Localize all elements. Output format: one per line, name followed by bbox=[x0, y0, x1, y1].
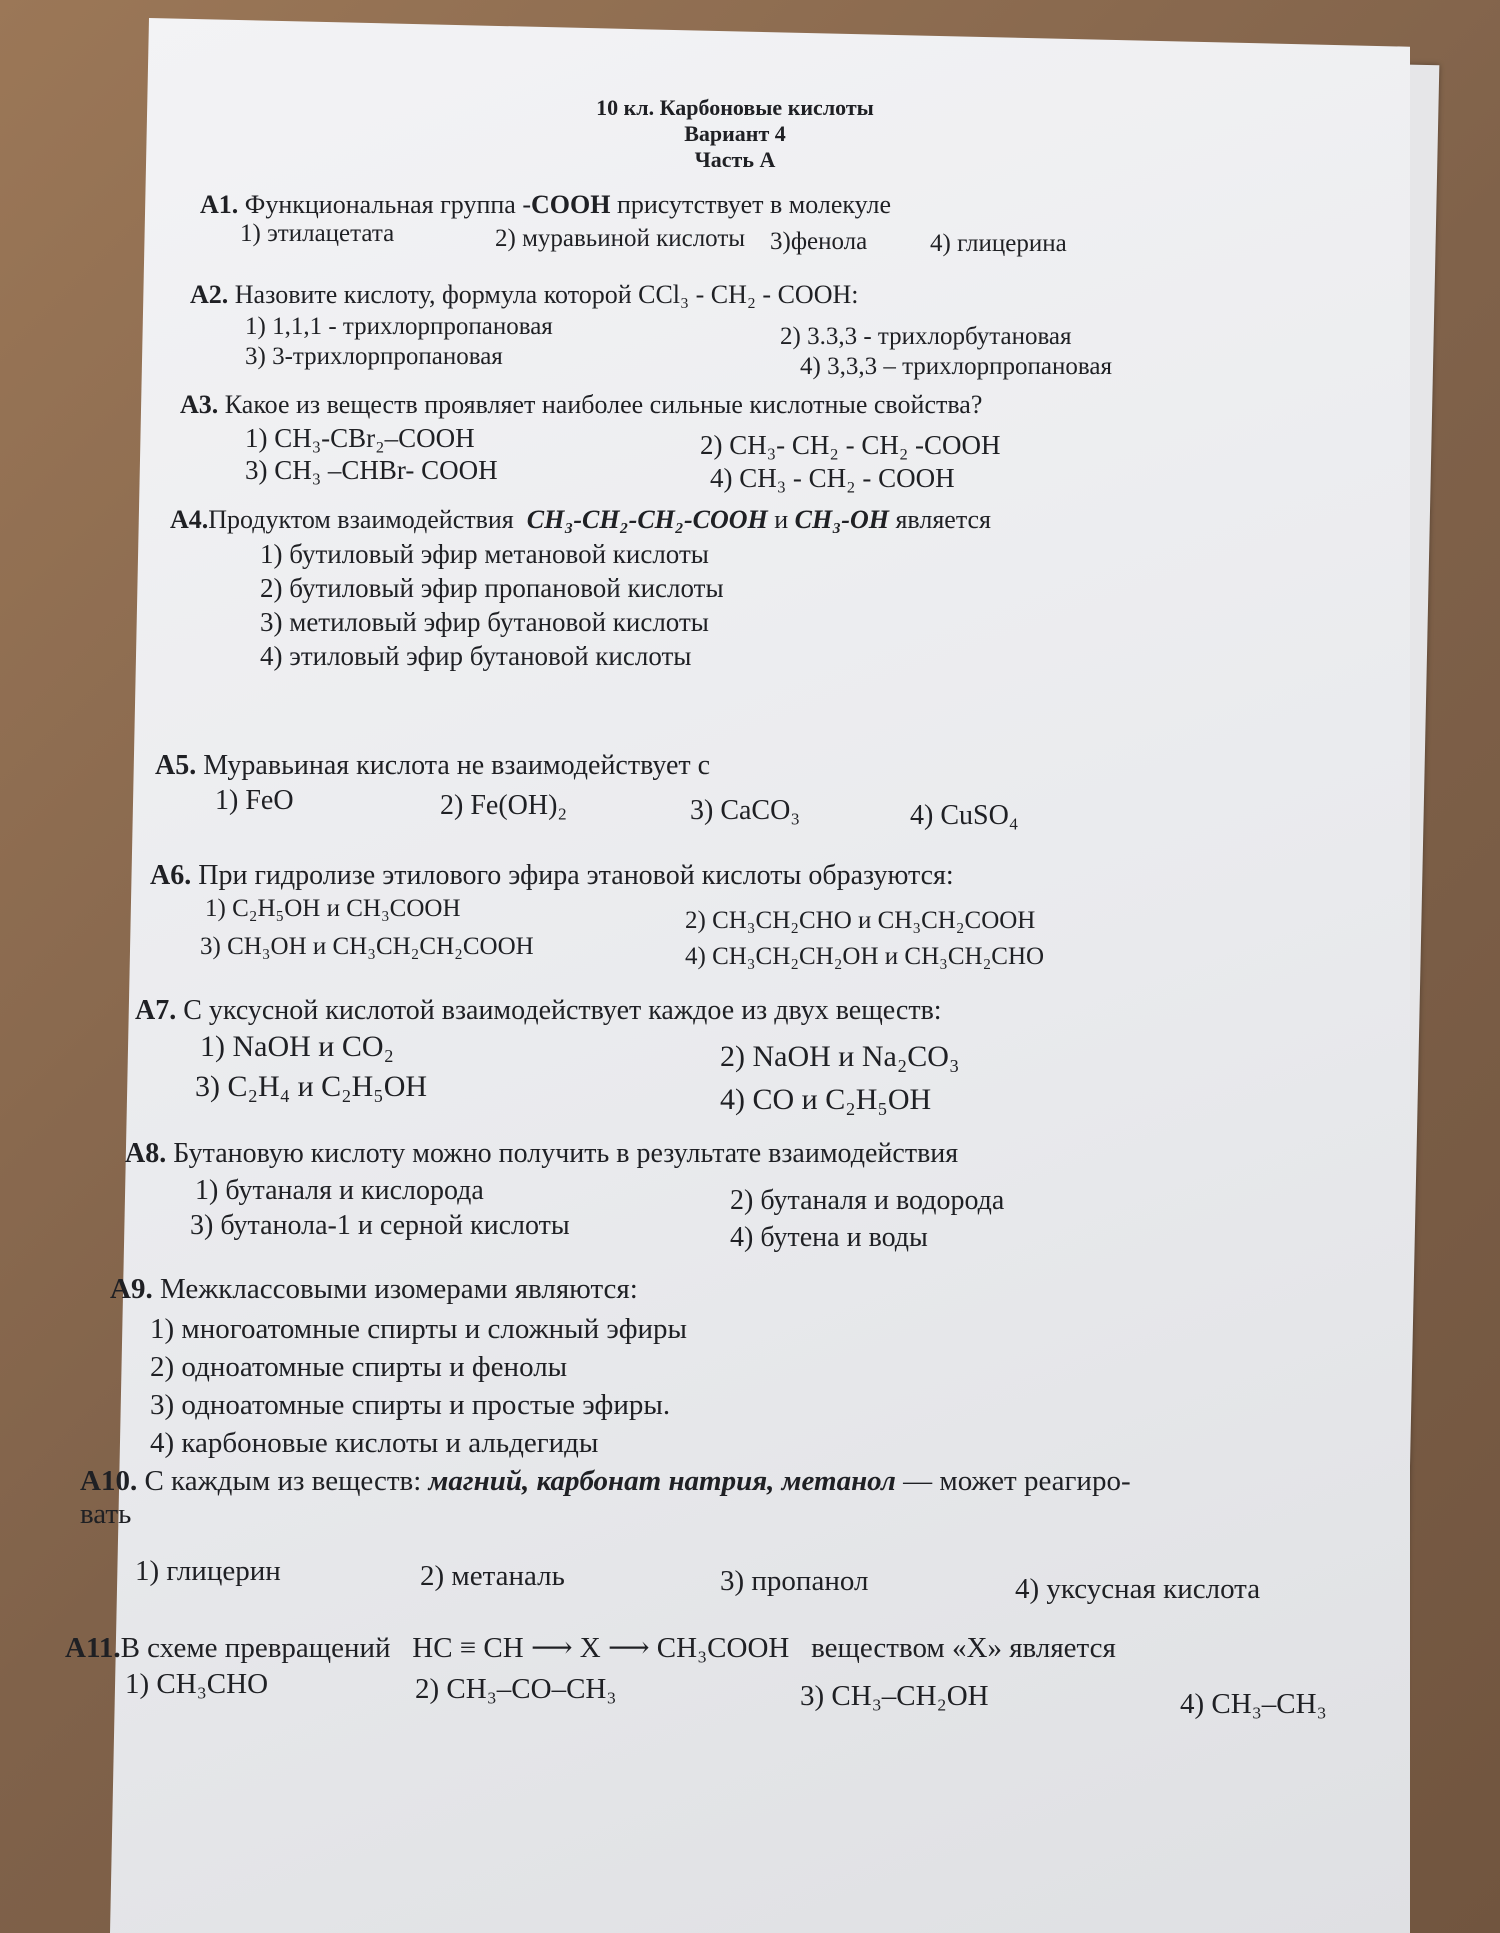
option: 3) одноатомные спирты и простые эфиры. bbox=[150, 1389, 671, 1421]
question-text-after: присутствует в молекуле bbox=[616, 190, 892, 219]
option: 4) бутена и воды bbox=[730, 1222, 928, 1253]
question-number: А4. bbox=[170, 505, 209, 534]
option: 3) метиловый эфир бутановой кислоты bbox=[260, 607, 709, 637]
option: 2) NaOH и Na₂CO₃ bbox=[720, 1040, 960, 1073]
worksheet-header bbox=[60, 95, 1410, 173]
question-number: А5. bbox=[155, 750, 197, 781]
question-text: Назовите кислоту, формула которой CCl₃ - CH₂ - COOH: bbox=[234, 280, 859, 309]
option: 2) бутиловый эфир пропановой кислоты bbox=[260, 573, 724, 603]
option: 2) бутаналя и водорода bbox=[730, 1185, 1005, 1216]
question-a5 bbox=[155, 750, 710, 782]
option: 3) бутанола-1 и серной кислоты bbox=[190, 1210, 570, 1241]
question-text: Функциональная группа - bbox=[244, 190, 531, 219]
conjunction: и bbox=[774, 505, 789, 534]
option: 1) C₂H₅OH и CH₃COOH bbox=[205, 895, 461, 922]
option: 1) этилацетата bbox=[240, 220, 395, 247]
question-number: А7. bbox=[135, 995, 177, 1026]
option: 4) уксусная кислота bbox=[1015, 1573, 1261, 1605]
option: 3) 3-трихлорпропановая bbox=[245, 343, 503, 370]
question-text-after: — может реагиро- bbox=[903, 1465, 1131, 1497]
option: 1) глицерин bbox=[135, 1555, 281, 1587]
question-text: Бутановую кислоту можно получить в результате взаимодействия bbox=[173, 1138, 959, 1169]
option: 2) метаналь bbox=[420, 1560, 565, 1592]
option: 4) этиловый эфир бутановой кислоты bbox=[260, 641, 692, 671]
question-text-emphasis: магний, карбонат натрия, метанол bbox=[428, 1465, 896, 1497]
option: 2) CH₃–CO–CH₃ bbox=[415, 1673, 617, 1705]
question-text: При гидролизе этилового эфира этановой кислоты образуются: bbox=[198, 860, 954, 891]
question-text: В схеме превращений bbox=[120, 1632, 391, 1664]
option: 2) 3.3,3 - трихлорбутановая bbox=[780, 323, 1072, 350]
option: 4) CH₃ - CH₂ - COOH bbox=[710, 463, 955, 493]
option: 3) CH₃–CH₂OH bbox=[800, 1680, 989, 1712]
option: 2) CH₃- CH₂ - CH₂ -COOH bbox=[700, 430, 1001, 460]
option: 2) одноатомные спирты и фенолы bbox=[150, 1351, 568, 1383]
part-label: Часть А bbox=[694, 147, 776, 172]
option: 1) FeO bbox=[215, 785, 294, 816]
option: 2) муравьиной кислоты bbox=[495, 225, 746, 252]
question-number: А8. bbox=[125, 1138, 167, 1169]
question-number: А11. bbox=[65, 1632, 121, 1664]
option: 3) C₂H₄ и C₂H₅OH bbox=[195, 1070, 428, 1103]
question-number: А3. bbox=[180, 390, 219, 419]
question-a6 bbox=[150, 860, 954, 892]
option: 3) CaCO₃ bbox=[690, 795, 801, 826]
option: 1) 1,1,1 - трихлорпропановая bbox=[245, 313, 553, 340]
question-a2 bbox=[190, 280, 859, 310]
question-text: С уксусной кислотой взаимодействует каждое из двух веществ: bbox=[183, 995, 942, 1026]
question-text-wrap: вать bbox=[80, 1498, 132, 1530]
question-a3 bbox=[180, 390, 982, 420]
option: 4) CH₃–CH₃ bbox=[1180, 1688, 1327, 1720]
worksheet-title: 10 кл. Карбоновые кислоты bbox=[596, 95, 874, 120]
option: 1) CH₃-CBr₂–COOH bbox=[245, 423, 475, 453]
option: 4) глицерина bbox=[930, 230, 1067, 257]
option: 4) карбоновые кислоты и альдегиды bbox=[150, 1427, 599, 1459]
question-text: Какое из веществ проявляет наиболее сильные кислотные свойства? bbox=[224, 390, 983, 419]
options-list bbox=[150, 1310, 687, 1462]
question-text: С каждым из веществ: bbox=[144, 1465, 422, 1497]
question-number: А9. bbox=[110, 1273, 153, 1305]
transformation-scheme: HC ≡ CH ⟶ X ⟶ CH₃COOH bbox=[412, 1632, 790, 1664]
question-number: А6. bbox=[150, 860, 192, 891]
option: 1) бутиловый эфир метановой кислоты bbox=[260, 539, 709, 569]
option: 3) пропанол bbox=[720, 1565, 869, 1597]
question-text-after: веществом «Х» является bbox=[811, 1632, 1116, 1664]
option: 4) CuSO₄ bbox=[910, 800, 1019, 831]
option: 2) Fe(OH)₂ bbox=[440, 790, 568, 821]
question-text: Продуктом взаимодействия bbox=[208, 505, 514, 534]
question-text: Межклассовыми изомерами являются: bbox=[159, 1273, 638, 1305]
options-list bbox=[260, 537, 724, 673]
question-a8 bbox=[125, 1138, 958, 1170]
question-a1 bbox=[200, 190, 891, 220]
option: 3) CH₃ –CHBr- COOH bbox=[245, 455, 498, 485]
question-number: А2. bbox=[190, 280, 229, 309]
option: 1) NaOH и CO₂ bbox=[200, 1030, 394, 1063]
option: 1) многоатомные спирты и сложный эфиры bbox=[150, 1313, 687, 1345]
question-a7 bbox=[135, 995, 942, 1027]
option: 3)фенола bbox=[770, 228, 868, 255]
option: 4) 3,3,3 – трихлорпропановая bbox=[800, 353, 1112, 380]
question-a11 bbox=[65, 1630, 1116, 1665]
option: 4) CO и C₂H₅OH bbox=[720, 1083, 932, 1116]
question-text-bold: СООН bbox=[530, 190, 611, 219]
question-text-after: является bbox=[895, 505, 991, 534]
question-a9 bbox=[110, 1273, 638, 1306]
reactant-formula: CH₃-OH bbox=[794, 505, 889, 534]
question-number: А10. bbox=[80, 1465, 138, 1497]
reactant-formula: CH₃-CH₂-CH₂-COOH bbox=[526, 505, 768, 534]
variant-label: Вариант 4 bbox=[684, 121, 786, 146]
option: 4) CH₃CH₂CH₂OH и CH₃CH₂CHO bbox=[685, 943, 1045, 970]
question-a4 bbox=[170, 505, 991, 535]
question-text: Муравьиная кислота не взаимодействует с bbox=[203, 750, 711, 781]
option: 1) бутаналя и кислорода bbox=[195, 1175, 484, 1206]
question-a10 bbox=[80, 1465, 1131, 1531]
option: 3) CH₃OH и CH₃CH₂CH₂COOH bbox=[200, 933, 534, 960]
option: 1) CH₃CHO bbox=[125, 1668, 269, 1700]
question-number: А1. bbox=[200, 190, 239, 219]
option: 2) CH₃CH₂CHO и CH₃CH₂COOH bbox=[685, 907, 1036, 934]
